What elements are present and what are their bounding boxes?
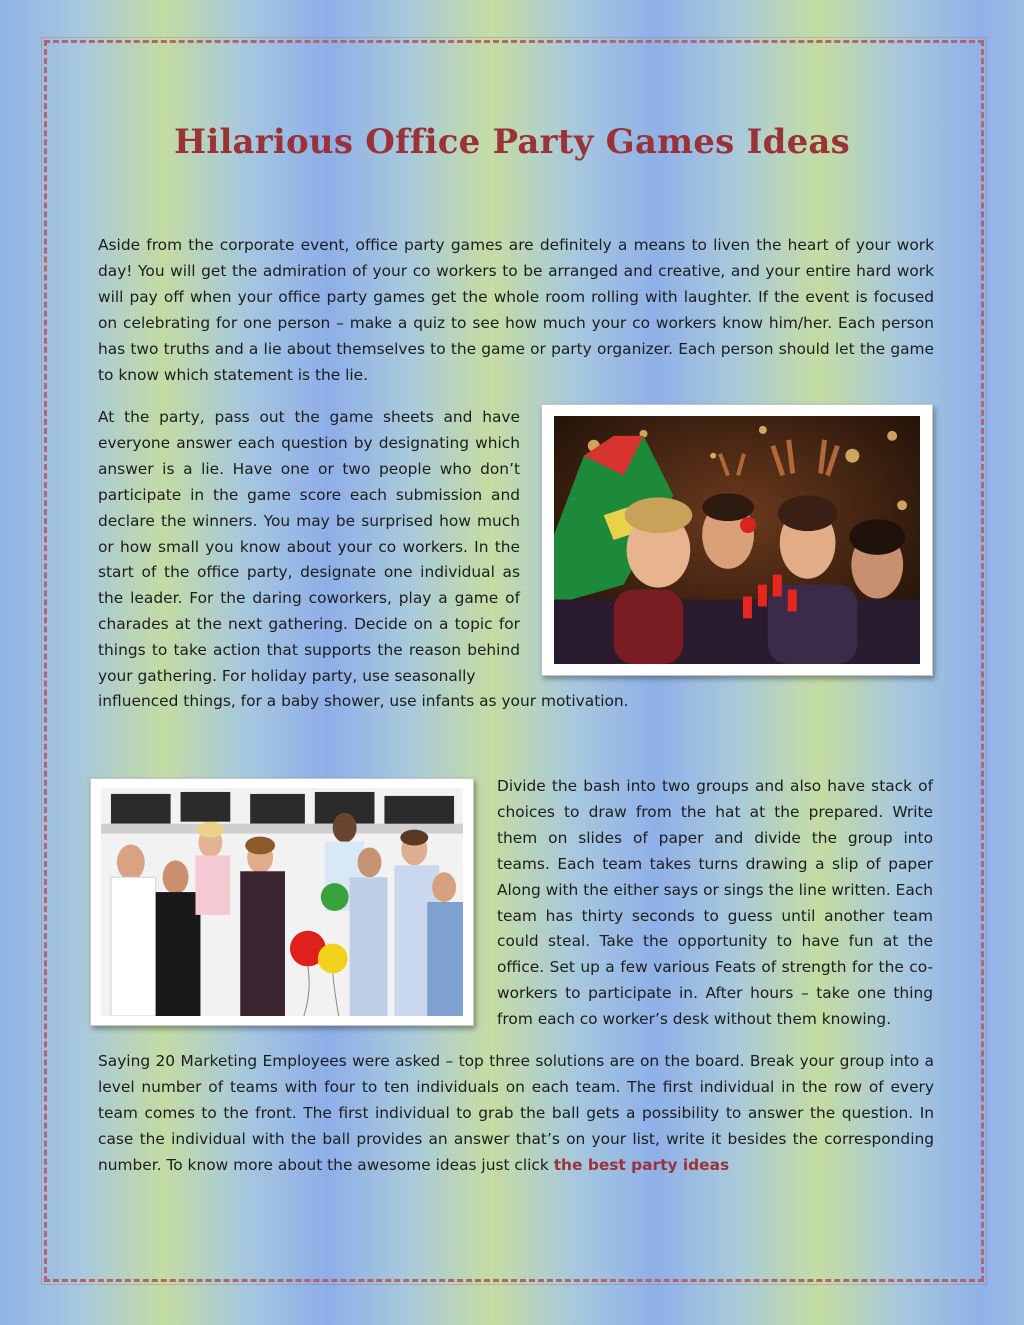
teams-paragraph: Divide the bash into two groups and also have stack of choices to draw from the hat at the prepared. Write them on slides of paper and divide the group into teams. Each team takes turns drawing a slip of paper Along with the either says or sings the line written. Each team has thirty seconds to guess until another team could steal. Take the opportunity to have fun at the office. Set up a few various Feats of strength for the co-workers to participate in. After hours – take one thing from each co worker’s desk without them knowing. <box>497 777 933 1029</box>
christmas-party-photo <box>541 404 933 676</box>
closing-paragraph <box>98 1049 934 1179</box>
closing-paragraph-text: Saying 20 Marketing Employees were asked – top three solutions are on the board. Break your group into a level number of teams with four to ten individuals on each team. The first individual in the row of every team comes to the front. The first individual to grab the ball gets a possibility to answer the question. In case the individual with the ball provides an answer that’s on your list, write it besides the corresponding number. To know more about the awesome ideas just click <box>98 1052 934 1174</box>
best-party-ideas-link[interactable]: the best party ideas <box>553 1155 730 1174</box>
page-title: Hilarious Office Party Games Ideas <box>174 122 850 162</box>
party-paragraph: At the party, pass out the game sheets and have everyone answer each question by designating which answer is a lie. Have one or two people who don’t participate in the game score each submission and declare the winners. You may be surprised how much or how small you know about your co workers. In the start of the office party, designate one individual as the leader. For the daring coworkers, play a game of charades at the next gathering. Decide on a topic for things to take action that supports the reason behind your gathering. For holiday party, use seasonally <box>98 408 520 686</box>
intro-paragraph: Aside from the corporate event, office party games are definitely a means to liven the heart of your work day! You will get the admiration of your co workers to be arranged and creative, and your entire hard work will pay off when your office party games get the whole room rolling with laughter. If the event is focused on celebrating for one person – make a quiz to see how much your co workers know him/her. Each person has two truths and a lie about themselves to the game or party organizer. Each person should let the game to know which statement is the lie. <box>98 236 934 384</box>
christmas-party-illustration <box>554 416 920 664</box>
office-celebration-illustration <box>101 788 463 1016</box>
office-celebration-photo <box>90 778 474 1026</box>
party-paragraph-tail: influenced things, for a baby shower, use infants as your motivation. <box>98 692 629 710</box>
